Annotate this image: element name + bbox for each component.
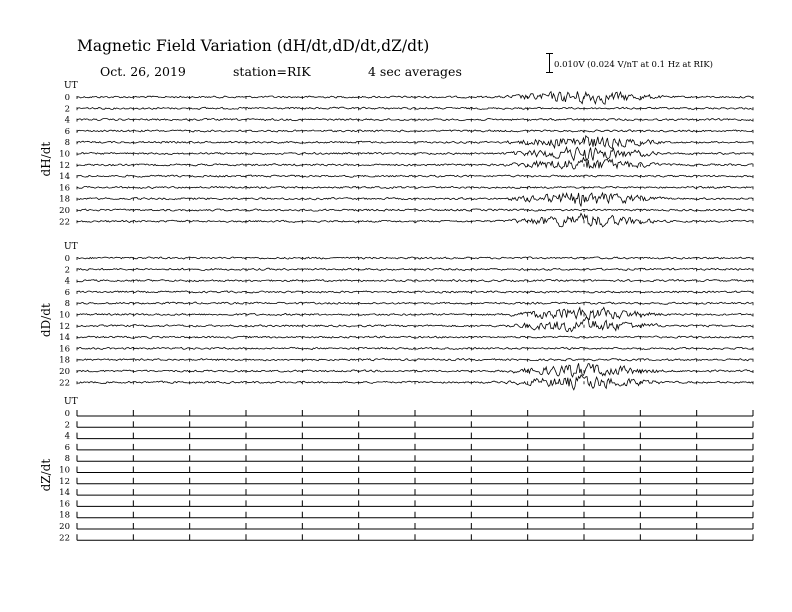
row-label: 22: [59, 533, 70, 544]
row-label: 4: [64, 276, 70, 287]
row-label: 6: [64, 287, 70, 298]
row-label: 10: [59, 465, 70, 476]
panel-axis-label: dZ/dt: [39, 458, 53, 492]
ut-axis-label: UT: [64, 397, 78, 407]
row-label: 18: [59, 510, 70, 521]
row-label: 14: [59, 333, 70, 344]
row-label: 10: [59, 149, 70, 160]
row-label: 2: [64, 420, 70, 431]
chart-title: Magnetic Field Variation (dH/dt,dD/dt,dZ/dt): [77, 37, 430, 55]
trace-line: [77, 158, 753, 170]
averaging-label: 4 sec averages: [368, 64, 462, 79]
date-label: Oct. 26, 2019: [100, 64, 186, 79]
trace-line: [77, 317, 753, 331]
scale-label: 0.010V (0.024 V/nT at 0.1 Hz at RIK): [554, 60, 713, 70]
panel-axis-label: dH/dt: [39, 141, 53, 177]
row-label: 0: [64, 254, 70, 264]
row-label: 4: [64, 431, 70, 442]
row-label: 18: [59, 194, 70, 205]
row-label: 14: [59, 488, 70, 499]
row-label: 8: [64, 138, 70, 149]
row-label: 2: [64, 104, 70, 115]
row-label: 16: [59, 499, 70, 510]
panel-dz-dt: [39, 397, 753, 543]
row-label: 10: [59, 310, 70, 321]
row-label: 8: [64, 454, 70, 465]
row-label: 12: [59, 160, 70, 171]
row-label: 22: [59, 378, 70, 389]
row-label: 22: [59, 217, 70, 228]
row-label: 12: [59, 476, 70, 487]
row-label: 18: [59, 355, 70, 366]
row-label: 6: [64, 442, 70, 453]
row-label: 16: [59, 344, 70, 355]
row-label: 20: [59, 522, 70, 532]
row-label: 20: [59, 367, 70, 377]
row-label: 0: [64, 409, 70, 419]
row-label: 0: [64, 93, 70, 103]
row-label: 6: [64, 126, 70, 137]
trace-line: [77, 213, 753, 227]
row-label: 14: [59, 172, 70, 183]
row-label: 8: [64, 299, 70, 310]
row-label: 16: [59, 183, 70, 194]
station-label: station=RIK: [233, 64, 311, 79]
ut-axis-label: UT: [64, 81, 78, 91]
panel-dd-dt: [39, 242, 753, 390]
row-label: 12: [59, 321, 70, 332]
row-label: 20: [59, 206, 70, 216]
ut-axis-label: UT: [64, 242, 78, 252]
panel-axis-label: dD/dt: [39, 303, 53, 338]
row-label: 4: [64, 115, 70, 126]
row-label: 2: [64, 265, 70, 276]
panel-dh-dt: [39, 81, 753, 227]
